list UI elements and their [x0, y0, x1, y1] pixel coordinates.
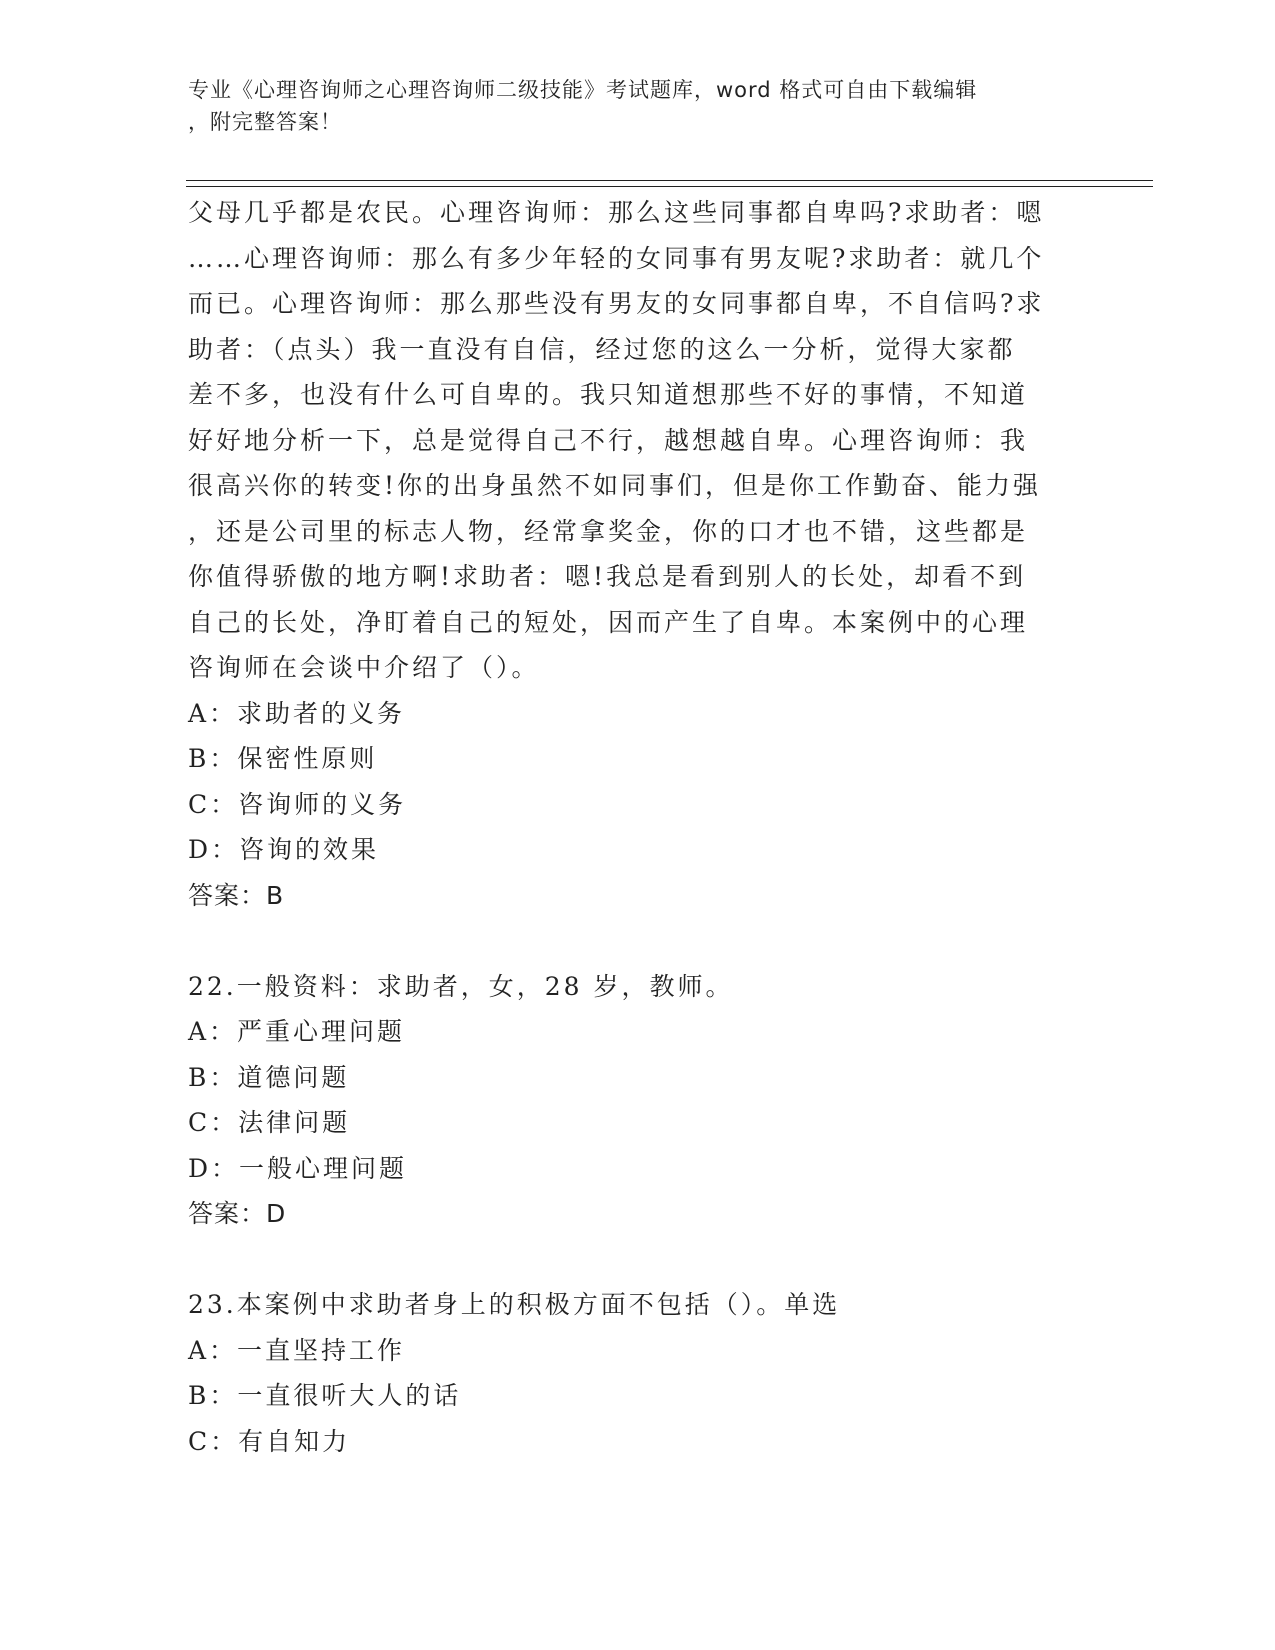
- option-c: C：法律问题: [188, 1108, 351, 1137]
- passage-line: ……心理咨询师：那么有多少年轻的女同事有男友呢?求助者：就几个: [188, 243, 1045, 273]
- option-a: A：严重心理问题: [188, 1017, 406, 1046]
- option-c: C：有自知力: [188, 1426, 351, 1456]
- passage-line: 很高兴你的转变!你的出身虽然不如同事们，但是你工作勤奋、能力强: [188, 471, 1042, 500]
- option-b: B：道德问题: [188, 1062, 350, 1092]
- question-22: [188, 964, 1088, 1237]
- option-d: D：一般心理问题: [188, 1153, 408, 1183]
- question-21-passage: [188, 190, 1088, 691]
- passage-line: ，还是公司里的标志人物，经常拿奖金，你的口才也不错，这些都是: [188, 516, 1029, 546]
- passage-line: 自己的长处，净盯着自己的短处，因而产生了自卑。本案例中的心理: [188, 607, 1029, 637]
- header-title-continuation: ，附完整答案！: [188, 110, 342, 134]
- option-a: A：一直坚持工作: [188, 1335, 406, 1365]
- passage-line: 父母几乎都是农民。心理咨询师：那么这些同事都自卑吗?求助者：嗯: [188, 198, 1045, 227]
- spacer: [188, 1237, 1088, 1283]
- question-stem: 22.一般资料：求助者，女，28 岁，教师。: [188, 971, 734, 1001]
- question-21-options: [188, 691, 1088, 919]
- passage-line: 差不多，也没有什么可自卑的。我只知道想那些不好的事情，不知道: [188, 380, 1029, 409]
- header-title-line: 专业《心理咨询师之心理咨询师二级技能》考试题库，word 格式可自由下载编辑: [188, 78, 978, 102]
- option-c: C：咨询师的义务: [188, 789, 407, 819]
- passage-line: 而已。心理咨询师：那么那些没有男友的女同事都自卑，不自信吗?求: [188, 289, 1045, 318]
- option-b: B：保密性原则: [188, 744, 378, 773]
- passage-line: 你值得骄傲的地方啊!求助者：嗯!我总是看到别人的长处，却看不到: [188, 562, 1027, 591]
- passage-line: 助者：（点头）我一直没有自信，经过您的这么一分析，觉得大家都: [188, 334, 1016, 364]
- option-a: A：求助者的义务: [188, 698, 406, 728]
- document-body: [188, 190, 1088, 1464]
- passage-line: 好好地分析一下，总是觉得自己不行，越想越自卑。心理咨询师：我: [188, 425, 1029, 455]
- spacer: [188, 918, 1088, 964]
- option-d: D：咨询的效果: [188, 835, 380, 864]
- answer-line: 答案：D: [188, 1199, 287, 1228]
- document-header: [188, 74, 1058, 138]
- question-23: [188, 1282, 1088, 1464]
- answer-line: 答案：B: [188, 880, 285, 910]
- option-b: B：一直很听大人的话: [188, 1381, 462, 1410]
- header-divider-bottom: [186, 186, 1153, 187]
- header-divider-top: [186, 180, 1153, 181]
- question-stem: 23.本案例中求助者身上的积极方面不包括（）。单选: [188, 1290, 841, 1319]
- passage-line: 咨询师在会谈中介绍了（）。: [188, 653, 540, 682]
